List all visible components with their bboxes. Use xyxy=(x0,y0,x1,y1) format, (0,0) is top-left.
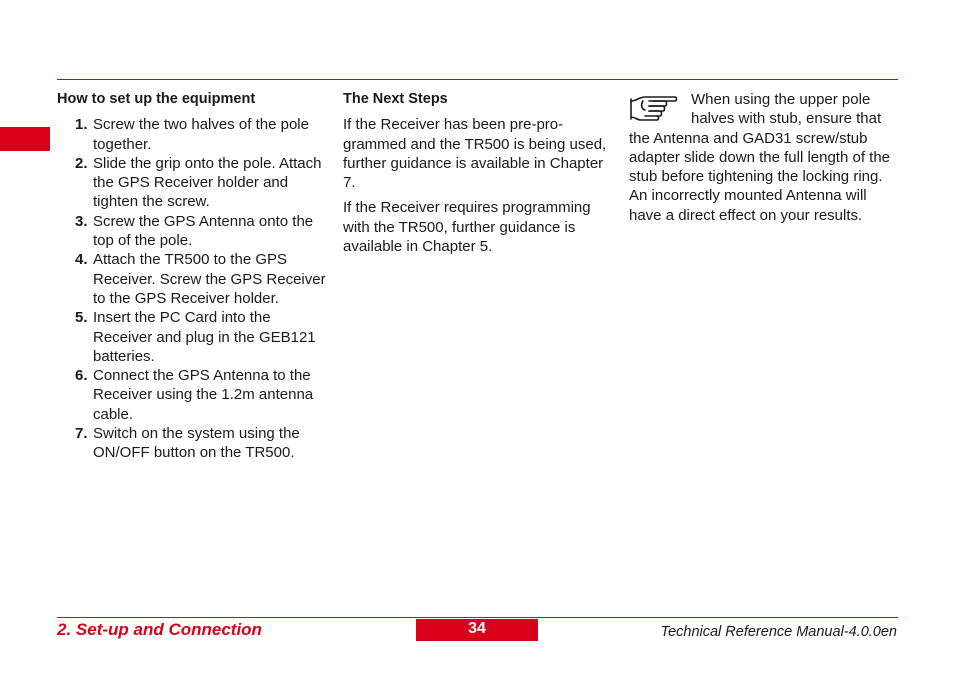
step-number: 2. xyxy=(75,154,88,172)
chapter-side-tab xyxy=(0,127,50,151)
next-steps-heading: The Next Steps xyxy=(343,91,448,107)
step-text: Switch on the system using the ON/OFF button on the TR500. xyxy=(93,425,300,462)
step-text: Attach the TR500 to the GPS Receiver. Screw the GPS Receiver to the GPS Receiver holder. xyxy=(93,251,326,307)
pointing-hand-icon xyxy=(629,93,679,123)
note-text: When using the upper pole halves with stub, ensure that the Antenna and GAD31 screw/stub adapter slide down the full length of the stub before tightening the locking ring. An incorrectly mounted Antenna will have a direct effect on your results. xyxy=(629,91,891,224)
list-item xyxy=(57,308,329,366)
footer-section-title: 2. Set-up and Connection xyxy=(57,620,262,639)
step-text: Screw the two halves of the pole together. xyxy=(93,116,309,153)
note-block xyxy=(629,90,899,225)
step-number: 4. xyxy=(75,251,88,269)
step-text: Slide the grip onto the pole. Attach the GPS Receiver holder and tighten the screw. xyxy=(93,154,322,211)
list-item xyxy=(57,366,329,424)
list-item xyxy=(57,115,329,154)
step-number: 1. xyxy=(75,116,88,134)
right-column xyxy=(629,90,899,225)
left-column xyxy=(57,90,329,463)
top-rule xyxy=(57,79,898,80)
step-number: 7. xyxy=(75,425,88,443)
page-number: 34 xyxy=(416,619,538,641)
footer-manual-title: Technical Reference Manual-4.0.0en xyxy=(660,624,897,640)
step-number: 3. xyxy=(75,212,88,230)
list-item xyxy=(57,250,329,308)
setup-heading: How to set up the equipment xyxy=(57,91,256,107)
paragraph: If the Receiver requires programming with the TR500, further guidance is available in Chapter 5. xyxy=(343,199,591,256)
step-text: Connect the GPS Antenna to the Receiver using the 1.2m antenna cable. xyxy=(93,367,314,423)
step-number: 6. xyxy=(75,367,88,385)
paragraph: If the Receiver has been pre-pro-grammed and the TR500 is being used, further guidance is available in Chapter 7. xyxy=(343,116,607,192)
setup-steps-list xyxy=(57,115,329,462)
middle-column xyxy=(343,90,613,262)
bottom-rule xyxy=(57,617,898,618)
step-text: Screw the GPS Antenna onto the top of the pole. xyxy=(93,212,314,250)
list-item xyxy=(57,154,329,212)
step-text: Insert the PC Card into the Receiver and plug in the GEB121 batteries. xyxy=(93,309,316,365)
list-item xyxy=(57,212,329,251)
step-number: 5. xyxy=(75,309,88,327)
list-item xyxy=(57,424,329,463)
